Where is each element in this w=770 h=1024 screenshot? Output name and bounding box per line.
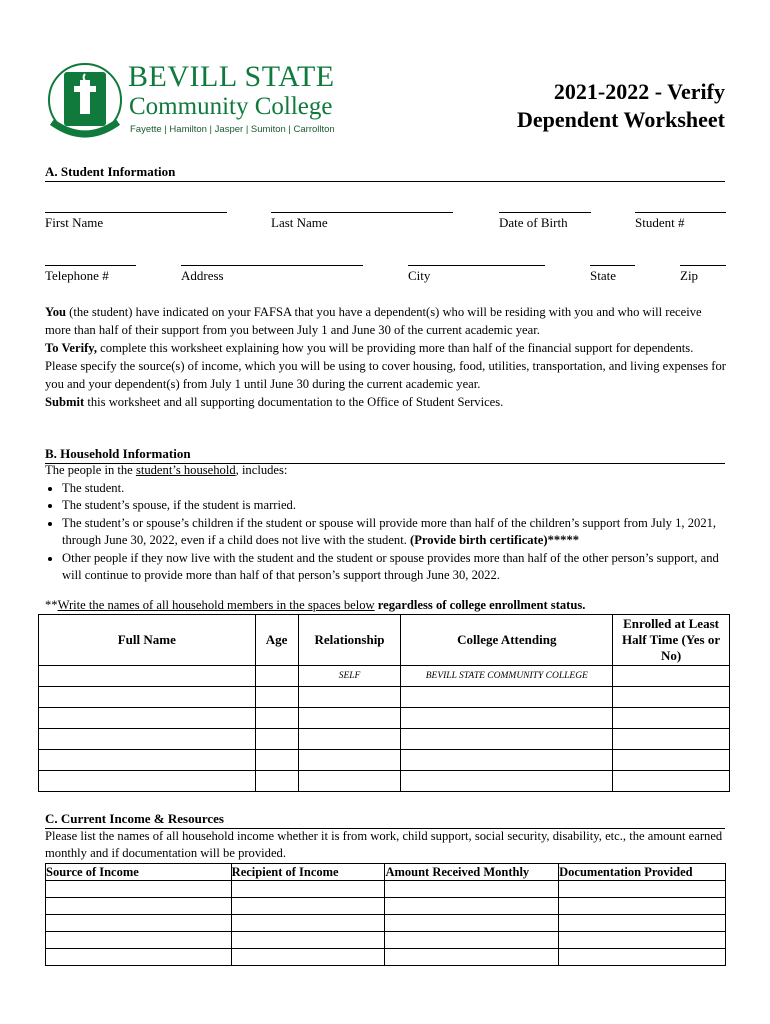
table-row (39, 708, 730, 729)
state-field[interactable] (590, 265, 635, 266)
city-field[interactable] (408, 265, 545, 266)
table-cell[interactable] (401, 729, 613, 750)
table-row (39, 771, 730, 792)
birth-certificate-note: (Provide birth certificate)***** (406, 533, 580, 547)
address-label: Address (181, 268, 224, 283)
col-relationship: Relationship (298, 615, 401, 666)
table-header-row (46, 864, 726, 881)
bullet-text: The student’s or spouse’s children if the student or spouse will provide more than half of the children’s support from July 1, 2021, through June 30, 2022, even if a child does not live with the student. (62, 515, 717, 547)
section-a-heading: A. Student Information (45, 164, 725, 182)
logo-name-line2: Community College (129, 93, 333, 120)
student-number-label: Student # (635, 215, 685, 230)
household-bullets (45, 480, 727, 585)
student-number-field[interactable] (635, 212, 726, 213)
table-cell[interactable] (559, 881, 726, 898)
table-cell[interactable] (559, 915, 726, 932)
table-cell[interactable] (298, 708, 401, 729)
table-header-row (39, 615, 730, 666)
instructions-p3 (45, 393, 727, 411)
instructions-p3-text: this worksheet and all supporting documentation to the Office of Student Services. (84, 395, 504, 409)
table-cell[interactable] (255, 729, 298, 750)
first-name-label: First Name (45, 215, 104, 230)
last-name-label: Last Name (271, 215, 328, 230)
table-cell[interactable] (385, 898, 559, 915)
table-cell[interactable] (385, 915, 559, 932)
table-row (46, 949, 726, 966)
table-cell[interactable]: BEVILL STATE COMMUNITY COLLEGE (401, 666, 613, 687)
table-cell[interactable] (46, 898, 232, 915)
table-cell[interactable] (231, 915, 385, 932)
date-of-birth-label: Date of Birth (499, 215, 568, 230)
table-cell[interactable] (401, 771, 613, 792)
table-cell[interactable] (46, 881, 232, 898)
instructions-p1-text: (the student) have indicated on your FAFSA that you have a dependent(s) who will be residing with you and who will receive more than half of their support from you between July 1 and June 30 of the current academic year. (45, 305, 702, 337)
list-item: • The student. (62, 480, 727, 498)
table-cell[interactable] (46, 932, 232, 949)
list-item (62, 515, 727, 550)
instructions-p1 (45, 303, 727, 339)
table-cell[interactable] (401, 687, 613, 708)
table-row (39, 666, 730, 687)
col-college-attending: College Attending (401, 615, 613, 666)
household-lead-pre: The people in the (45, 463, 136, 477)
table-cell[interactable] (255, 687, 298, 708)
col-amount-received-monthly: Amount Received Monthly (385, 864, 559, 881)
household-lead-post: , includes: (235, 463, 288, 477)
list-item: • The student’s spouse, if the student is married. (62, 497, 727, 515)
table-cell[interactable] (559, 898, 726, 915)
table-cell[interactable] (298, 729, 401, 750)
table-cell[interactable] (39, 729, 256, 750)
table-cell[interactable]: SELF (298, 666, 401, 687)
table-cell[interactable] (39, 750, 256, 771)
telephone-field[interactable] (45, 265, 136, 266)
table-row (46, 932, 726, 949)
income-table (45, 863, 726, 966)
table-cell[interactable] (401, 708, 613, 729)
table-row (46, 898, 726, 915)
table-cell[interactable] (385, 949, 559, 966)
zip-field[interactable] (680, 265, 726, 266)
household-table (38, 614, 730, 792)
title-line1: 2021-2022 - Verify (553, 79, 725, 104)
instructions-p2-bold: To Verify, (45, 341, 98, 355)
household-lead-underlined: student’s household (135, 463, 236, 477)
table-cell[interactable] (39, 666, 256, 687)
table-cell[interactable] (231, 898, 385, 915)
col-source-of-income: Source of Income (46, 864, 232, 881)
list-item: • Other people if they now live with the student and the student or spouse provides more than half of the other person’s support, and will continue to provide more than half of that person’s support through June 30, 2022. (62, 550, 727, 585)
table-cell[interactable] (255, 750, 298, 771)
table-cell[interactable] (39, 708, 256, 729)
document-title (517, 78, 725, 134)
table-cell[interactable] (401, 750, 613, 771)
table-cell[interactable] (231, 949, 385, 966)
table-cell[interactable] (613, 729, 730, 750)
logo-campuses: Fayette | Hamilton | Jasper | Sumiton | Carrollton (130, 124, 335, 135)
income-instructions: Please list the names of all household income whether it is from work, child support, social security, disability, etc., the amount earned monthly and if documentation will be provided. (45, 829, 723, 860)
state-label: State (590, 268, 616, 283)
table-cell[interactable] (46, 949, 232, 966)
title-line2: Dependent Worksheet (517, 107, 725, 132)
section-c-heading: C. Current Income & Resources (45, 811, 725, 829)
last-name-field[interactable] (271, 212, 453, 213)
table-cell[interactable] (255, 771, 298, 792)
col-full-name: Full Name (39, 615, 256, 666)
household-instruction (45, 598, 727, 613)
table-cell[interactable] (559, 932, 726, 949)
logo-name-line1: BEVILL STATE (128, 60, 335, 93)
table-cell[interactable] (613, 687, 730, 708)
col-documentation-provided: Documentation Provided (559, 864, 726, 881)
table-cell[interactable] (231, 881, 385, 898)
table-cell[interactable] (298, 771, 401, 792)
instructions-p2 (45, 339, 727, 393)
table-cell[interactable] (613, 771, 730, 792)
table-cell[interactable] (39, 771, 256, 792)
table-cell[interactable] (255, 666, 298, 687)
instruction-underlined: Write the names of all household members in the spaces below (57, 598, 375, 612)
table-cell[interactable] (385, 932, 559, 949)
household-definition (45, 462, 727, 585)
table-cell[interactable] (559, 949, 726, 966)
table-cell[interactable] (613, 708, 730, 729)
table-cell[interactable] (613, 666, 730, 687)
city-label: City (408, 268, 431, 283)
instructions (45, 303, 727, 411)
table-cell[interactable] (298, 687, 401, 708)
table-row (39, 729, 730, 750)
date-of-birth-field[interactable] (499, 212, 591, 213)
table-cell[interactable] (39, 687, 256, 708)
first-name-field[interactable] (45, 212, 227, 213)
instruction-bold: regardless of college enrollment status. (374, 598, 586, 612)
col-enrolled-half-time: Enrolled at Least Half Time (Yes or No) (613, 615, 730, 666)
table-cell[interactable] (613, 750, 730, 771)
table-cell[interactable] (385, 881, 559, 898)
instructions-p2-text: complete this worksheet explaining how you will be providing more than half of the financial support for dependents. Please specify the source(s) of income, which you will be using to cover housing, food, utilities, transportation, and living expenses for you and your dependent(s) from July 1 until June 30 during the current academic year. (45, 341, 726, 391)
col-recipient-of-income: Recipient of Income (231, 864, 385, 881)
table-cell[interactable] (255, 708, 298, 729)
zip-label: Zip (680, 268, 699, 283)
section-b-heading: B. Household Information (45, 446, 725, 464)
instruction-stars: ** (45, 598, 58, 612)
table-row (39, 750, 730, 771)
col-age: Age (255, 615, 298, 666)
table-cell[interactable] (46, 915, 232, 932)
table-cell[interactable] (231, 932, 385, 949)
table-cell[interactable] (298, 750, 401, 771)
table-row (46, 881, 726, 898)
table-row (39, 687, 730, 708)
household-lead (45, 462, 727, 480)
instructions-p3-bold: Submit (45, 395, 85, 409)
instructions-p1-bold: You (45, 305, 66, 319)
table-row (46, 915, 726, 932)
telephone-label: Telephone # (45, 268, 109, 283)
address-field[interactable] (181, 265, 363, 266)
